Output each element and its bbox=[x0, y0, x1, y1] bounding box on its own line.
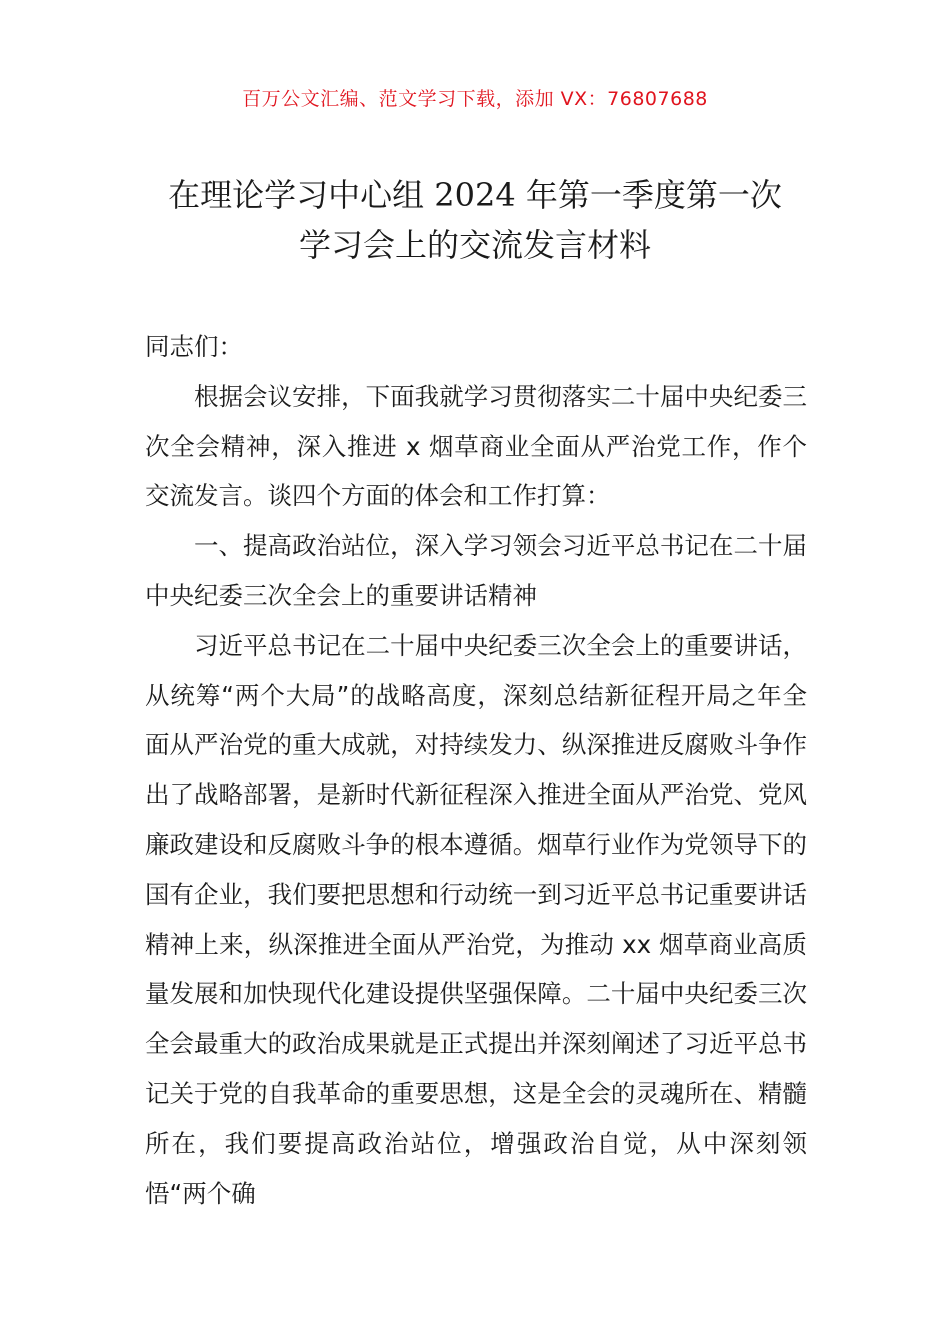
header-watermark-note: 百万公文汇编、范文学习下载，添加 VX：76807688 bbox=[242, 88, 708, 110]
section-heading-1: 一、提高政治站位，深入学习领会习近平总书记在二十届中央纪委三次全会上的重要讲话精神 bbox=[145, 531, 807, 610]
title-line-1: 在理论学习中心组 2024 年第一季度第一次 bbox=[168, 176, 782, 214]
document-body bbox=[145, 322, 807, 1218]
paragraph-intro: 根据会议安排，下面我就学习贯彻落实二十届中央纪委三次全会精神，深入推进 x 烟草商业全面从严治党工作，作个交流发言。谈四个方面的体会和工作打算： bbox=[145, 381, 807, 511]
title-line-2: 学习会上的交流发言材料 bbox=[298, 226, 651, 264]
salutation: 同志们： bbox=[145, 332, 243, 361]
paragraph-body: 习近平总书记在二十届中央纪委三次全会上的重要讲话，从统筹“两个大局”的战略高度，深刻总结新征程开局之年全面从严治党的重大成就，对持续发力、纵深推进反腐败斗争作出了战略部署，是新时代新征程深入推进全面从严治党、党风廉政建设和反腐败斗争的根本遵循。烟草行业作为党领导下的国有企业，我们要把思想和行动统一到习近平总书记重要讲话精神上来，纵深推进全面从严治党，为推动 xx 烟草商业高质量发展和加快现代化建设提供坚强保障。二十届中央纪委三次全会最重大的政治成果就是正式提出并深刻阐述了习近平总书记关于党的自我革命的重要思想，这是全会的灵魂所在、精髓所在，我们要提高政治站位，增强政治自觉，从中深刻领悟“两个确 bbox=[145, 630, 807, 1208]
document-title bbox=[120, 170, 830, 270]
